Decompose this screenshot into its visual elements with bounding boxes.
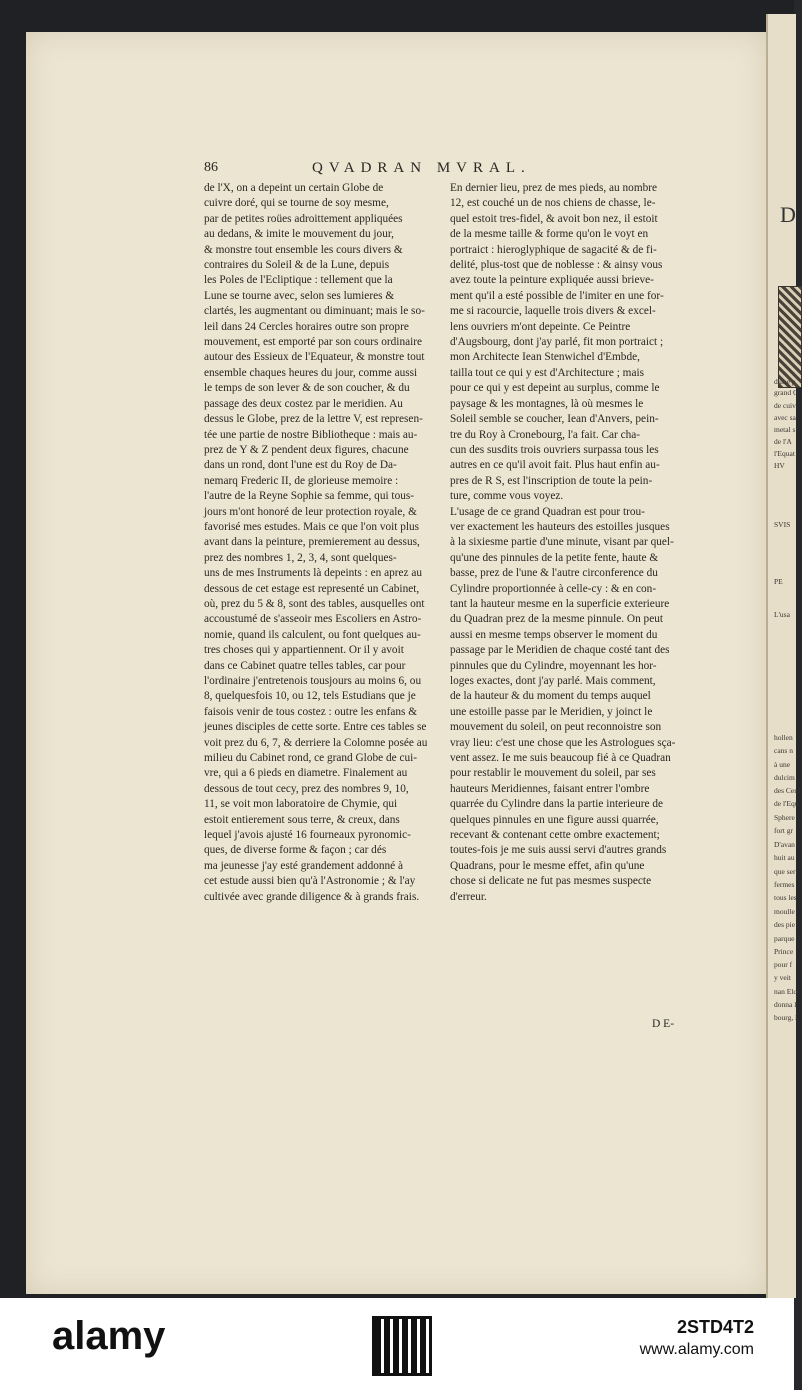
- text-line: ver exactement les hauteurs des estoilles jusques: [450, 520, 670, 533]
- facing-page-text-fragment: donna l': [774, 1000, 798, 1009]
- text-line: tres choses qui y appartiennent. Or il y avoit: [204, 644, 404, 657]
- text-line: dessous de cet estage est representé un Cabinet,: [204, 582, 420, 595]
- facing-page-text-fragment: avec sa: [774, 413, 796, 422]
- running-header: [204, 160, 688, 180]
- text-line: L'usage de ce grand Quadran est pour trou-: [450, 505, 645, 518]
- text-line: 8, quelquesfois 10, ou 12, tels Estudians que je: [204, 690, 416, 703]
- text-line: nomie, quand ils calculent, ou font quelques au-: [204, 628, 421, 641]
- text-line: pinnules que du Cylindre, moyennant les hor-: [450, 659, 657, 672]
- text-line: cet estude aussi bien qu'à l'Astronomie ; & l'ay: [204, 875, 416, 888]
- text-line: pour restablir le mouvement du soleil, par ses: [450, 767, 656, 780]
- facing-page-text-fragment: hollen: [774, 733, 793, 742]
- text-line: nemarq Frederic II, de glorieuse memoire :: [204, 474, 399, 487]
- text-line: Lune se tourne avec, selon ses lumieres &: [204, 289, 395, 302]
- facing-page-text-fragment: des Cerp: [774, 786, 801, 795]
- facing-page-text-fragment: bourg, l: [774, 1013, 798, 1022]
- text-line: aussi en mesme temps observer le moment du: [450, 628, 658, 641]
- text-line: d'erreur.: [450, 890, 487, 903]
- text-line: vent assez. Ie me suis beaucoup fié à ce Quadran: [450, 752, 671, 765]
- text-line: milieu du Cabinet rond, ce grand Globe de cui-: [204, 752, 418, 765]
- text-line: tant la hauteur mesme en la superficie exterieure: [450, 597, 670, 610]
- text-line: quarrée du Cylindre dans la partie interieure de: [450, 798, 663, 811]
- text-line: mouvement, est emporté par son cours ordinaire: [204, 336, 423, 349]
- facing-page-text-fragment: metal s: [774, 425, 796, 434]
- left-text-column: [204, 181, 444, 905]
- text-line: contraires du Soleil & de la Lune, depuis: [204, 259, 390, 272]
- facing-page-text-fragment: tous les: [774, 893, 797, 902]
- watermark-ids: [640, 1316, 754, 1362]
- text-line: autres en ce qu'il avoit fait. Plus haut enfin au-: [450, 459, 660, 472]
- facing-page-text-fragment: d'une p: [774, 377, 796, 386]
- text-line: hauteurs Meridiennes, faisant entrer l'ombre: [450, 782, 650, 795]
- text-line: dans un rond, dont l'une est du Roy de Da-: [204, 459, 397, 472]
- image-url: www.alamy.com: [639, 1341, 754, 1358]
- text-line: pour ce qui y est depeint au surplus, comme le: [450, 382, 660, 395]
- text-line: prez des nombres 1, 2, 3, 4, sont quelques-: [204, 551, 397, 564]
- facing-page-text-fragment: huit au: [774, 853, 795, 862]
- facing-page-text-fragment: de l'A: [774, 437, 792, 446]
- text-line: portraict : hieroglyphique de sagacité & de fi-: [450, 243, 657, 256]
- facing-page-text-fragment: fermes: [774, 880, 795, 889]
- text-line: favorisé mes estudes. Mais ce que l'on voit plus: [204, 520, 420, 533]
- text-line: cultivée avec grande diligence & à grands frais.: [204, 890, 420, 903]
- text-line: où, prez du 5 & 8, sont des tables, ausquelles ont: [204, 597, 425, 610]
- text-line: quelques pinnules en une figure aussi quarrée,: [450, 813, 659, 826]
- text-line: Cylindre proportionnée à celle-cy : & en con-: [450, 582, 657, 595]
- facing-page-text-fragment: Prince: [774, 947, 794, 956]
- text-line: le temps de son lever & de son coucher, & du: [204, 382, 410, 395]
- right-text-column: [450, 181, 690, 905]
- facing-page-text-fragment: de l'Equ: [774, 799, 799, 808]
- facing-page-text-fragment: l'Equat: [774, 449, 795, 458]
- text-line: qu'une des pinnules de la petite fente, haute &: [450, 551, 659, 564]
- text-line: ment qu'il a esté possible de l'imiter en une for-: [450, 289, 664, 302]
- facing-page-text-fragment: nan Elci: [774, 987, 799, 996]
- text-line: prez de Y & Z pendent deux figures, chacune: [204, 443, 409, 456]
- facing-page-text-fragment: grand C: [774, 388, 798, 397]
- facing-page-text-fragment: D'avan: [774, 840, 795, 849]
- text-line: de l'X, on a depeint un certain Globe de: [204, 182, 384, 194]
- text-line: jeunes disciples de cette sorte. Entre ces tables se: [204, 721, 427, 734]
- text-line: ture, comme vous voyez.: [450, 490, 564, 503]
- running-title: QVADRAN MVRAL.: [312, 160, 531, 176]
- text-line: voit prez du 6, 7, & derriere la Colomne posée au: [204, 736, 428, 749]
- facing-page-initial: D: [780, 202, 796, 227]
- qr-code-icon: [372, 1316, 432, 1376]
- text-line: l'autre de la Reyne Sophie sa femme, qui tous-: [204, 490, 415, 503]
- text-line: uns de mes Instruments là depeints : en aprez au: [204, 567, 423, 580]
- facing-page-edge: [766, 14, 801, 1298]
- text-line: clartés, les augmentant ou diminuant; mais le so-: [204, 305, 425, 318]
- text-line: 11, se voit mon laboratoire de Chymie, qui: [204, 798, 398, 811]
- text-line: passage par le Meridien de chaque costé tant des: [450, 644, 670, 657]
- text-line: leil dans 24 Cercles horaires outre son propre: [204, 320, 409, 333]
- text-line: avant dans la peinture, premierement au dessus,: [204, 536, 420, 549]
- facing-page-text-fragment: fort gr: [774, 826, 793, 835]
- text-line: les Poles de l'Ecliptique : tellement que la: [204, 274, 393, 287]
- text-line: recevant & contenant cette ombre exactement;: [450, 829, 660, 842]
- text-line: lequel j'avois ajusté 16 fourneaux pyronomic-: [204, 829, 411, 842]
- text-line: dessous de tout cecy, prez des nombres 9, 10,: [204, 782, 409, 795]
- facing-page-text-fragment: cans n: [774, 746, 793, 755]
- text-line: paysage & les montagnes, là où mesmes le: [450, 397, 644, 410]
- facing-page-text-fragment: y veit: [774, 973, 791, 982]
- text-line: tailla tout ce qui y est d'Architecture ; mais: [450, 366, 645, 379]
- facing-page-text-fragment: que sert: [774, 867, 798, 876]
- text-line: vre, qui a 6 pieds en diametre. Finalement au: [204, 767, 408, 780]
- facing-page-text-fragment: dulcim: [774, 773, 795, 782]
- facing-page-text-fragment: moulle: [774, 907, 795, 916]
- text-line: une estoille passe par le Meridien, y joinct le: [450, 705, 653, 718]
- text-line: ma jeunesse j'ay esté grandement addonné à: [204, 859, 404, 872]
- text-line: & monstre tout ensemble les cours divers &: [204, 243, 403, 256]
- text-line: vray lieu: c'est une chose que les Astrologues sça-: [450, 736, 676, 749]
- text-line: tée une partie de nostre Bibliotheque : mais au-: [204, 428, 418, 441]
- facing-page-ornament: [778, 286, 802, 388]
- text-line: faisois venir de tous costez : outre les enfans &: [204, 705, 418, 718]
- text-line: ensemble chaques heures du jour, comme aussi: [204, 366, 418, 379]
- text-line: mouvement du soleil, on peut reconnoistre son: [450, 721, 662, 734]
- text-line: au dedans, & imite le mouvement du jour,: [204, 228, 394, 241]
- text-line: tre du Roy à Cronebourg, l'a fait. Car cha-: [450, 428, 641, 441]
- facing-page-text-fragment: pour f: [774, 960, 793, 969]
- text-line: d'Augsbourg, dont j'ay parlé, fit mon portraict ;: [450, 336, 664, 349]
- facing-page-text-fragment: HV: [774, 461, 785, 470]
- text-line: delité, plus-tost que de noblesse : & ainsy vous: [450, 259, 663, 272]
- text-line: à la sixiesme partie d'une minute, visant par quel-: [450, 536, 674, 549]
- text-line: toutes-fois je me suis aussi servi d'autres grands: [450, 844, 667, 857]
- text-line: autour des Essieux de l'Equateur, & monstre tout: [204, 351, 425, 364]
- text-line: loges exactes, dont j'ay parlé. Mais comment,: [450, 675, 656, 687]
- text-line: de la hauteur & du moment du temps auquel: [450, 690, 651, 703]
- facing-page-text-fragment: à une: [774, 760, 791, 769]
- facing-page-text-fragment: SVIS: [774, 520, 791, 529]
- facing-page-text-fragment: L'usa: [774, 610, 790, 619]
- text-line: ques, de diverse forme & façon ; car dés: [204, 844, 387, 857]
- facing-page-text-fragment: PE: [774, 577, 783, 586]
- text-line: En dernier lieu, prez de mes pieds, au nombre: [450, 182, 658, 194]
- text-line: jours m'ont honoré de leur protection royale, &: [204, 505, 417, 518]
- text-line: Soleil semble se coucher, Iean d'Anvers, pein-: [450, 413, 659, 426]
- facing-page-text-fragment: parque: [774, 934, 795, 943]
- facing-page-text-fragment: de cuiv: [774, 401, 796, 410]
- text-line: de la mesme taille & forme qu'on le voyt en: [450, 228, 649, 241]
- text-line: estoit entierement sous terre, & creux, dans: [204, 813, 400, 826]
- text-line: par de petites roües adroittement appliquées: [204, 212, 403, 225]
- text-line: lens ouvriers m'ont depeinte. Ce Peintre: [450, 320, 631, 333]
- text-line: du Quadran prez de la mesme pinnule. On peut: [450, 613, 664, 626]
- text-line: accoustumé de s'asseoir mes Escoliers en Astro-: [204, 613, 422, 626]
- text-line: passage des deux costez par le meridien. Au: [204, 397, 403, 410]
- text-line: l'ordinaire j'entretenois tousjours au moins 6, ou: [204, 675, 422, 687]
- text-line: dans ce Cabinet quatre telles tables, car pour: [204, 659, 406, 672]
- text-line: avez toute la peinture expliquée aussi brieve-: [450, 274, 654, 287]
- text-line: cuivre doré, qui se tourne de soy mesme,: [204, 197, 389, 210]
- text-line: cun des susdits trois ouvriers surpassa tous les: [450, 443, 659, 456]
- text-line: quel estoit tres-fidel, & avoit bon nez, il estoit: [450, 212, 658, 225]
- page-number: 86: [204, 160, 218, 175]
- catchword: D E-: [652, 1018, 675, 1030]
- text-line: mon Architecte Iean Stenwichel d'Embde,: [450, 351, 640, 364]
- text-line: dessus le Globe, prez de la lettre V, est represen-: [204, 413, 423, 426]
- text-line: pres de R S, est l'inscription de toute la pein-: [450, 474, 653, 487]
- text-line: 12, est couché un de nos chiens de chasse, le-: [450, 197, 656, 210]
- facing-page-text-fragment: des pie: [774, 920, 796, 929]
- watermark-logo: alamy: [52, 1314, 166, 1358]
- text-line: basse, prez de l'une & l'autre circonference du: [450, 567, 658, 580]
- image-id: 2STD4T2: [676, 1317, 754, 1337]
- text-line: Quadrans, pour le mesme effet, afin qu'une: [450, 859, 645, 872]
- facing-page-text-fragment: Sphere: [774, 813, 795, 822]
- text-line: me si racourcie, laquelle trois divers & excel-: [450, 305, 656, 318]
- watermark-footer: [0, 1298, 794, 1390]
- text-line: chose si delicate ne fut pas mesmes suspecte: [450, 875, 652, 888]
